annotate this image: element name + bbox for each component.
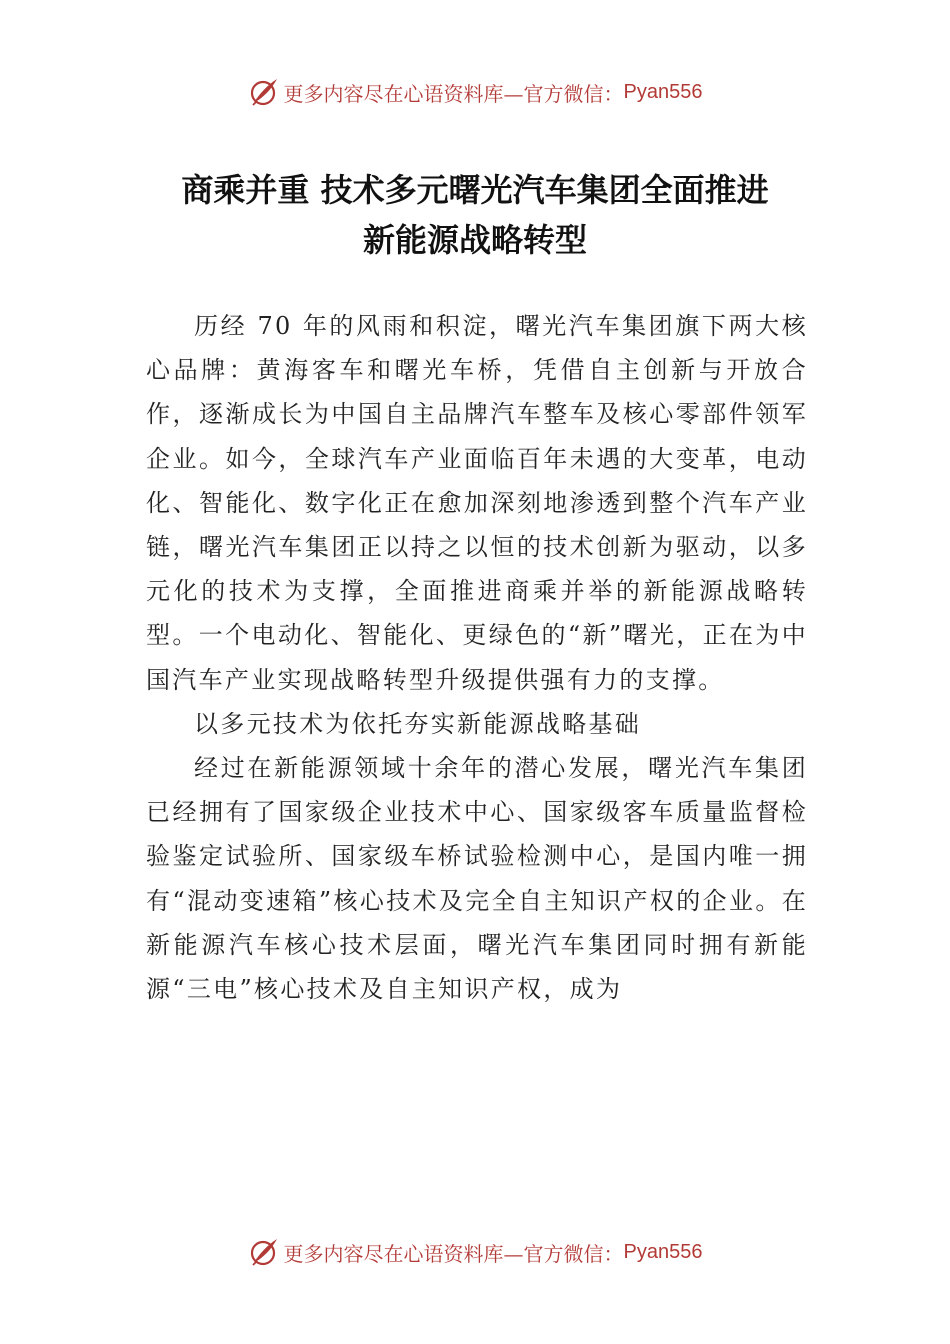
watermark-handle: Pyan556 (623, 1240, 703, 1263)
footer-watermark (0, 1232, 950, 1272)
section-heading: 以多元技术为依托夯实新能源战略基础 (194, 709, 642, 738)
body-paragraph: 经过在新能源领域十余年的潜心发展，曙光汽车集团已经拥有了国家级企业技术中心、国家级客车质量监督检验鉴定试验所、国家级车桥试验检测中心，是国内唯一拥有“混动变速箱”核心技术及完全自主知识产权的企业。在新能源汽车核心技术层面，曙光汽车集团同时拥有新能源“三电”核心技术及自主知识产权，成为 (146, 754, 808, 1004)
document-body (146, 304, 808, 1011)
quill-logo-icon (248, 76, 280, 108)
watermark-handle: Pyan556 (623, 80, 703, 103)
body-paragraph: 历经 70 年的风雨和积淀，曙光汽车集团旗下两大核心品牌：黄海客车和曙光车桥，凭借自主创新与开放合作，逐渐成长为中国自主品牌汽车整车及核心零部件领军企业。如今，全球汽车产业面临百年未遇的大变革，电动化、智能化、数字化正在愈加深刻地渗透到整个汽车产业链，曙光汽车集团正以持之以恒的技术创新为驱动，以多元化的技术为支撑，全面推进商乘并举的新能源战略转型。一个电动化、智能化、更绿色的“新”曙光，正在为中国汽车产业实现战略转型升级提供强有力的支撑。 (146, 312, 808, 694)
title-line-1: 商乘并重 技术多元曙光汽车集团全面推进 (181, 171, 769, 209)
header-watermark (0, 72, 950, 112)
quill-logo-icon (248, 1236, 280, 1268)
watermark-text: 更多内容尽在心语资料库—官方微信： (283, 81, 624, 106)
title-line-2: 新能源战略转型 (362, 221, 587, 259)
watermark-text: 更多内容尽在心语资料库—官方微信： (283, 1241, 624, 1266)
document-title (100, 165, 850, 265)
